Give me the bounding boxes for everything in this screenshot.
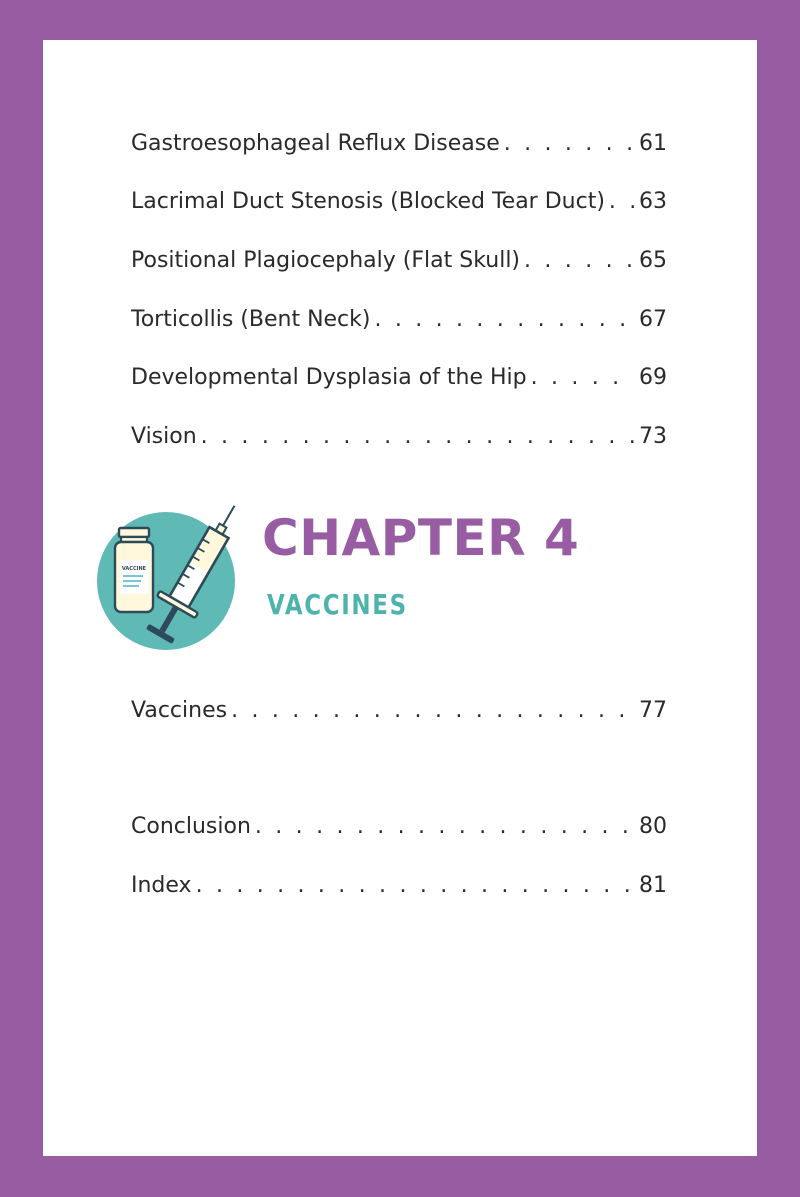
vaccine-vial bbox=[115, 528, 153, 612]
toc-entry-vision[interactable] bbox=[131, 422, 667, 452]
toc-entry-page: 77 bbox=[639, 698, 667, 723]
toc-entry-lacrimal[interactable] bbox=[131, 187, 667, 217]
toc-entry-title: Conclusion bbox=[131, 814, 251, 839]
toc-entry-title: Gastroesophageal Reflux Disease bbox=[131, 131, 500, 156]
toc-entry-title: Positional Plagiocephaly (Flat Skull) bbox=[131, 248, 521, 273]
toc-entry-gerd[interactable] bbox=[131, 129, 667, 159]
toc-entry-page: 63 bbox=[639, 189, 667, 214]
toc-entry-title: Torticollis (Bent Neck) bbox=[131, 307, 371, 332]
toc-entry-torticollis[interactable] bbox=[131, 305, 667, 335]
toc-entry-title: Developmental Dysplasia of the Hip bbox=[131, 365, 527, 390]
dot-leader bbox=[255, 812, 635, 842]
dot-leader bbox=[531, 363, 635, 393]
toc-entry-page: 69 bbox=[639, 365, 667, 390]
toc-entry-title: Index bbox=[131, 873, 192, 898]
toc-entry-page: 81 bbox=[639, 873, 667, 898]
chapter-subtitle: VACCINES bbox=[267, 588, 408, 621]
dot-leader bbox=[196, 871, 635, 901]
toc-entry-page: 67 bbox=[639, 307, 667, 332]
vaccine-syringe-icon bbox=[95, 490, 245, 670]
dot-leader bbox=[201, 422, 635, 452]
dot-leader bbox=[524, 246, 635, 276]
dot-leader bbox=[231, 696, 635, 726]
toc-entry-page: 80 bbox=[639, 814, 667, 839]
toc-entry-page: 65 bbox=[639, 248, 667, 273]
vial-label: VACCINE bbox=[121, 566, 147, 572]
dot-leader bbox=[374, 305, 635, 335]
dot-leader bbox=[504, 129, 635, 159]
toc-entry-page: 73 bbox=[639, 424, 667, 449]
toc-entry-title: Lacrimal Duct Stenosis (Blocked Tear Duct) bbox=[131, 189, 605, 214]
toc-entry-title: Vaccines bbox=[131, 698, 228, 723]
toc-entry-title: Vision bbox=[131, 424, 197, 449]
toc-entry-hip-dysplasia[interactable] bbox=[131, 363, 667, 393]
toc-page bbox=[43, 40, 757, 1156]
toc-entry-conclusion[interactable] bbox=[131, 812, 667, 842]
toc-entry-plagiocephaly[interactable] bbox=[131, 246, 667, 276]
dot-leader bbox=[609, 187, 635, 217]
toc-entry-page: 61 bbox=[639, 131, 667, 156]
chapter-title: CHAPTER 4 bbox=[262, 509, 580, 567]
toc-entry-index[interactable] bbox=[131, 871, 667, 901]
toc-entry-vaccines[interactable] bbox=[131, 696, 667, 726]
